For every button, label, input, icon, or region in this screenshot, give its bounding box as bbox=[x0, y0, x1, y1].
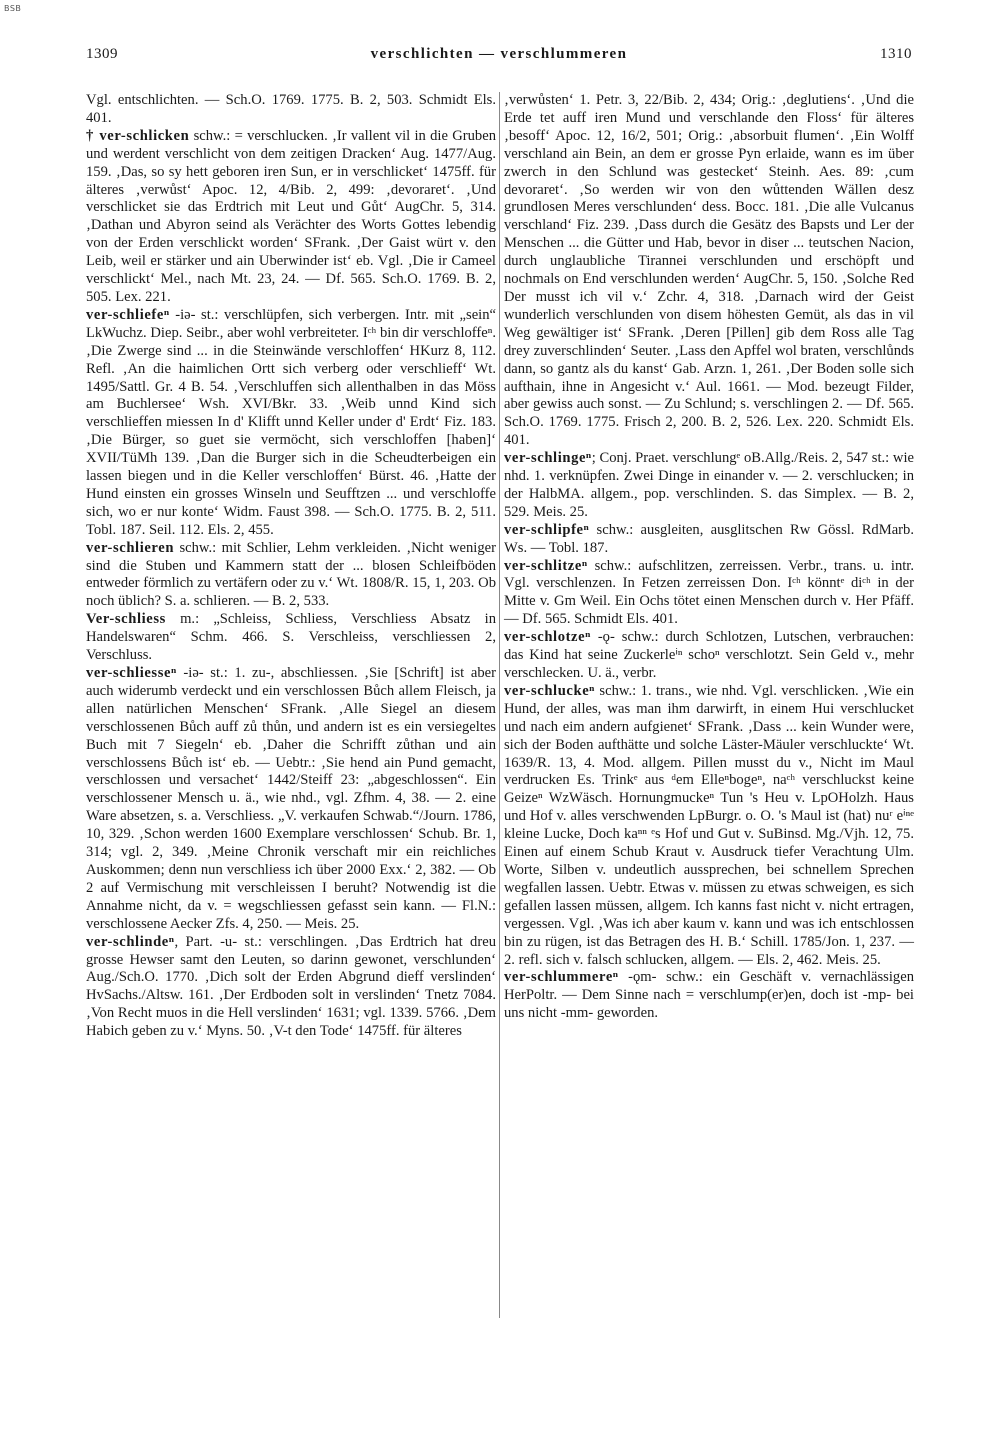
dictionary-entry bbox=[86, 540, 496, 612]
entry-headword: ver-schliefeⁿ bbox=[86, 306, 170, 323]
entry-body: schw.: = verschlucken. ‚Ir vallent vil in die Gruben und werdent verschlicht von dem zeitigen Dracken‘ Aug. 1477/Aug. 159. ‚Das, so sy hett geboren iren Sun, er in verschlicket‘ 1475ff. für älteres ‚verwůst‘ Apoc. 12, 4/Bib. 2, 499: ‚devoraret‘. ‚Und verschlicket sie das Erdtrich mit Leut und Gůt‘ AugChr. 5, 314. ‚Dathan und Abyron seind als Verächter des Worts Gottes lebendig von der Erden verschlickt worden‘ SFrank. ‚Der Gaist würt v. den Leib, weil er stärker und ain Uberwinder ist‘ eb. Vgl. ‚Die ir Cameel verschlickt‘ Mel., nach Mt. 23, 24. — Df. 565. Sch.O. 1769. B. 2, 505. Lex. 221. bbox=[86, 127, 496, 305]
entry-body: -ǫm- schw.: ein Geschäft v. vernachlässigen HerPoltr. — Dem Sinne nach = verschlump(er)en, doch ist -mp- bei uns nicht -mm- geworden. bbox=[504, 969, 914, 1022]
dictionary-entry bbox=[86, 307, 496, 540]
entry-body: schw.: mit Schlier, Lehm verkleiden. ‚Nicht weniger sind die Stuben und Kammern statt der ... blosen Schleifböden entweder förmlich zu vertäfern oder zu v.‘ Wt. 1808/R. 15, 1, 203. Ob noch üblich? S. a. schlieren. — B. 2, 533. bbox=[86, 539, 496, 610]
dictionary-entry bbox=[86, 611, 496, 665]
entry-headword: ver-schlotzeⁿ bbox=[504, 629, 591, 646]
column-divider bbox=[499, 92, 500, 1318]
entry-headword: ver-schlitzeⁿ bbox=[504, 557, 588, 574]
entry-body: -iə- st.: verschlüpfen, sich verbergen. Intr. mit „sein“ LkWuchz. Diep. Seibr., aber wohl verbreiteter. Iᶜʰ bin dir verschloffeⁿ. ‚Die Zwerge sind ... in die Steinwände verschloffen‘ HKurz 8, 112. Refl. ‚An die haimlichen Ortt sich verberg oder verschlieff‘ Wt. 1495/Sattl. Gr. 4 B. 54. ‚Verschluffen sich allenthalben in das Möss am Buchlersee‘ Wsh. XVI/Bkr. 33. ‚Weib unnd Kind sich verschlieffen miessen In d' Klifft unnd Keller under d' Erdt‘ Fiz. 183. ‚Die Bürger, so guet sie vermöcht, sich verschloffen [haben]‘ XVII/TüMh 139. ‚Dan die Burger sich in die Scheudterbeigen ein lassen biegen und in die Keller verschloffen‘ Bürst. 46. ‚Hatte der Hund einsten ein grosses Winseln und Seufftzen ... und verschloffe sich, wo er nur konte‘ Widm. Faust 398. — Sch.O. 1775. B. 2, 511. Tobl. 187. Seil. 112. Els. 2, 455. bbox=[86, 306, 496, 538]
page-number-left: 1309 bbox=[86, 46, 118, 62]
entry-text: Vgl. entschlichten. — Sch.O. 1769. 1775. B. 2, 503. Schmidt Els. 401. bbox=[86, 92, 496, 126]
entry-headword: ver-schlindeⁿ bbox=[86, 933, 175, 950]
entry-headword: ver-schlipfeⁿ bbox=[504, 521, 590, 538]
dictionary-entry bbox=[86, 665, 496, 934]
entry-body: m.: „Schleiss, Schliess, Verschliess Absatz in Handelswaren“ Schm. 466. S. Verschleiss, verschliessen 2, Verschluss. bbox=[86, 611, 496, 664]
page-number-right: 1310 bbox=[880, 46, 912, 62]
library-stamp: BSB bbox=[4, 4, 22, 13]
page-header bbox=[86, 46, 912, 70]
entry-headword: ver-schlingeⁿ bbox=[504, 450, 592, 467]
entry-headword: † ver-schlicken bbox=[86, 127, 190, 144]
running-title: verschlichten — verschlummeren bbox=[370, 46, 628, 62]
entry-headword: ver-schluckeⁿ bbox=[504, 682, 595, 699]
dictionary-entry bbox=[504, 629, 914, 683]
entry-body: -iə- st.: 1. zu-, abschliessen. ‚Sie [Schrift] ist aber auch widerumb verdeckt und ein verschlossen Bůch allem Fleisch, ja allen natürlichen Menschen‘ SFrank. ‚Alle Siegel an diesem verschlossenen Bůch auff zů thůn, und andern ist es ein versiegeltes Buch mit 7 Siegeln‘ eb. ‚Daher die Schrifft zůthan und ain verschlossens Bůch ist‘ eb. — Uebtr.: ‚Sie hend ain Pund gemacht, verschlossen und versachet‘ 1442/Steiff 23: „abgeschlossen“. Ein verschlossener Mensch u. ä., wie nhd., vgl. Zfhm. 4, 38. — 2. eine Ware absetzen, s. a. Verschliess. „V. verkaufen Schwab.“/Journ. 1786, 10, 329. ‚Schon werden 1600 Exemplare verschlossen‘ Schub. Br. 1, 314; vgl. 2, 349. ‚Meine Chronik verschaft mir ein reichliches Auskommen; denn nun verschliess ich über 2000 Exx.‘ 2, 382. — Ob 2 auf Vermischung mit verschleissen I beruht? Notwendig ist die Annahme nicht, da v. = wegschliessen gefasst sein kann. — Fl.N.: verschlossene Aecker Zfs. 4, 250. — Meis. 25. bbox=[86, 665, 496, 932]
entry-body: schw.: aufschlitzen, zerreissen. Verbr., trans. u. intr. Vgl. verschlenzen. In Fetzen zerreissen Don. Iᶜʰ könntᵉ diᶜʰ in der Mitte v. Gm Weil. Ein Ochs tötet einen Menschen durch v. Her Pfäff. — Df. 565. Schmidt Els. 401. bbox=[504, 557, 914, 628]
entry-body: schw.: 1. trans., wie nhd. Vgl. verschlicken. ‚Wie ein Hund, der alles, was man ihm darwirft, in einem Hui verschlucket und nach eim andern aufgienet‘ SFrank. ‚Dass ... kein Wunder were, sich der Boden aufthätte und solche Läster-Mäuler verschluckte‘ Wt. 1639/R. 13, 4. Mod. allgem. Pillen musst du v., Nicht im Maul verdrucken Es. Trinkᵉ aus ᵈem Elleⁿbogeⁿ, naᶜʰ verschluckst keine Geizeⁿ WzWäsch. Hornungmuckeⁿ Tun 's Heu v. LpOHolzh. Haus und Hof v. alles verschwenden LpBurgr. o. O. 's Maul ist (hat) nuʳ eⁱⁿᵉ kleine Lucke, Doch kaⁿⁿ ᵉs Hof und Gut v. SuBinsd. Mg./Vjh. 12, 75. Einen auf einem Schub Kraut v. Ausdruck tiefer Verachtung Ulm. Worte, Silben v. undeutlich aussprechen, bei schnellem Sprechen wegfallen lassen. Uebtr. Etwas v. müssen zu etwas schweigen, es sich gefallen lassen müssen, allgem. Ich kanns fast nicht v. nicht ertragen, vergessen. Vgl. ‚Was ich aber kaum v. kann und was ich entschlossen bin zu rügen, ist das Betragen des H. B.‘ Schill. 1785/Jon. 1, 237. — 2. refl. sich v. falsch schlucken, allgem. — Els. 2, 462. Meis. 25. bbox=[504, 682, 914, 968]
entry-headword: Ver-schliess bbox=[86, 611, 166, 628]
entry-body: ; Conj. Praet. verschlungᵉ oB.Allg./Reis. 2, 547 st.: wie nhd. 1. verknüpfen. Zwei Dinge in einander v. — 2. verschlucken; in der HalbMA. allgem., pop. verschlinden. S. das Simplex. — B. 2, 529. Meis. 25. bbox=[504, 450, 914, 520]
entry-headword: ver-schliesseⁿ bbox=[86, 665, 177, 681]
dictionary-entry bbox=[86, 934, 496, 1041]
dictionary-entry bbox=[504, 450, 914, 522]
entry-text: ‚verwůsten‘ 1. Petr. 3, 22/Bib. 2, 434; Orig.: ‚deglutiens‘. ‚Und die Erde tet auff iren Mund und verschlande den Floss‘ für älteres ‚besoff‘ Apoc. 12, 16/2, 501; Orig.: ‚absorbuit flumen‘. ‚Ein Wolff verschland ain Bein, an dem er grosse Pyn erlaide, wann es im über zwerch in den Schlund was gestecket‘ Steinh. Aes. 89: ‚cum devoraret‘. ‚So werden wir von den wůttenden Wällen desz grundlosen Meres verschlunden‘ dess. Bocc. 181. ‚Die alle Vulcanus verschland‘ Fiz. 239. ‚Dass durch die Gesätz des Bapsts und Ler der Menschen ... die Gütter und Hab, bevor in diser ... teutschen Nacion, durch unglaubliche Tirannei verschlunden und erschöpft und nochmals on End verschlunden werden‘ AugChr. 5, 150. ‚Solche Red Der musst ich vil v.‘ Zchr. 4, 318. ‚Darnach wird der Geist wunderlich verschlunden von disem höhesten Gemüt, als das in vil Weg gewältiger ist‘ SFrank. ‚Deren [Pillen] gib dem Ross alle Tag drey zuverschlinden‘ Seuter. ‚Lass den Apffel wol braten, verschlůnds dann, so gantz als du kanst‘ Gab. Arzn. 1, 261. ‚Der Boden solle sich aufthain, ihne in Angesicht v.‘ Aul. 1661. — Mod. bezeugt Filder, aber gewiss auch sonst. — Zu Schlund; s. verschlingen 2. — Df. 565. Sch.O. 1769. 1775. Frisch 2, 200. B. 2, 526. Lex. 220. Schmidt Els. 401. bbox=[504, 92, 914, 449]
dictionary-entry bbox=[504, 558, 914, 630]
entry-headword: ver-schlummereⁿ bbox=[504, 969, 619, 986]
entry-headword: ver-schlieren bbox=[86, 539, 175, 556]
dictionary-entry bbox=[504, 683, 914, 970]
dictionary-entry bbox=[504, 969, 914, 1023]
dictionary-entry bbox=[504, 522, 914, 558]
entry-body: schw.: ausgleiten, ausglitschen Rw Gössl. RdMarb. Ws. — Tobl. 187. bbox=[504, 521, 914, 556]
left-column bbox=[86, 92, 496, 1041]
dictionary-entry bbox=[86, 128, 496, 307]
right-column bbox=[504, 92, 914, 1023]
entry-body: , Part. -u- st.: verschlingen. ‚Das Erdtrich hat dreu grosse Hewser samt den Leuten, so darinn gewonet, verschlunden‘ Aug./Sch.O. 1770. ‚Dich solt der Erden Abgrund dieff verslinden‘ HvSachs./Altsw. 161. ‚Der Erdboden solt in verslinden‘ Tnetz 7084. ‚Von Recht muos in die Hell verslinden‘ 1631; vgl. 1339. 5766. ‚Dem Habich geben zu v.‘ Myns. 50. ‚V-t den Tode‘ 1475ff. für älteres bbox=[86, 933, 496, 1040]
entry-body: -ǫ- schw.: durch Schlotzen, Lutschen, verbrauchen: das Kind hat seine Zuckerleⁱⁿ schoⁿ verschlotzt. Sein Geld v., mehr verschlecken. U. ä., verbr. bbox=[504, 629, 914, 681]
